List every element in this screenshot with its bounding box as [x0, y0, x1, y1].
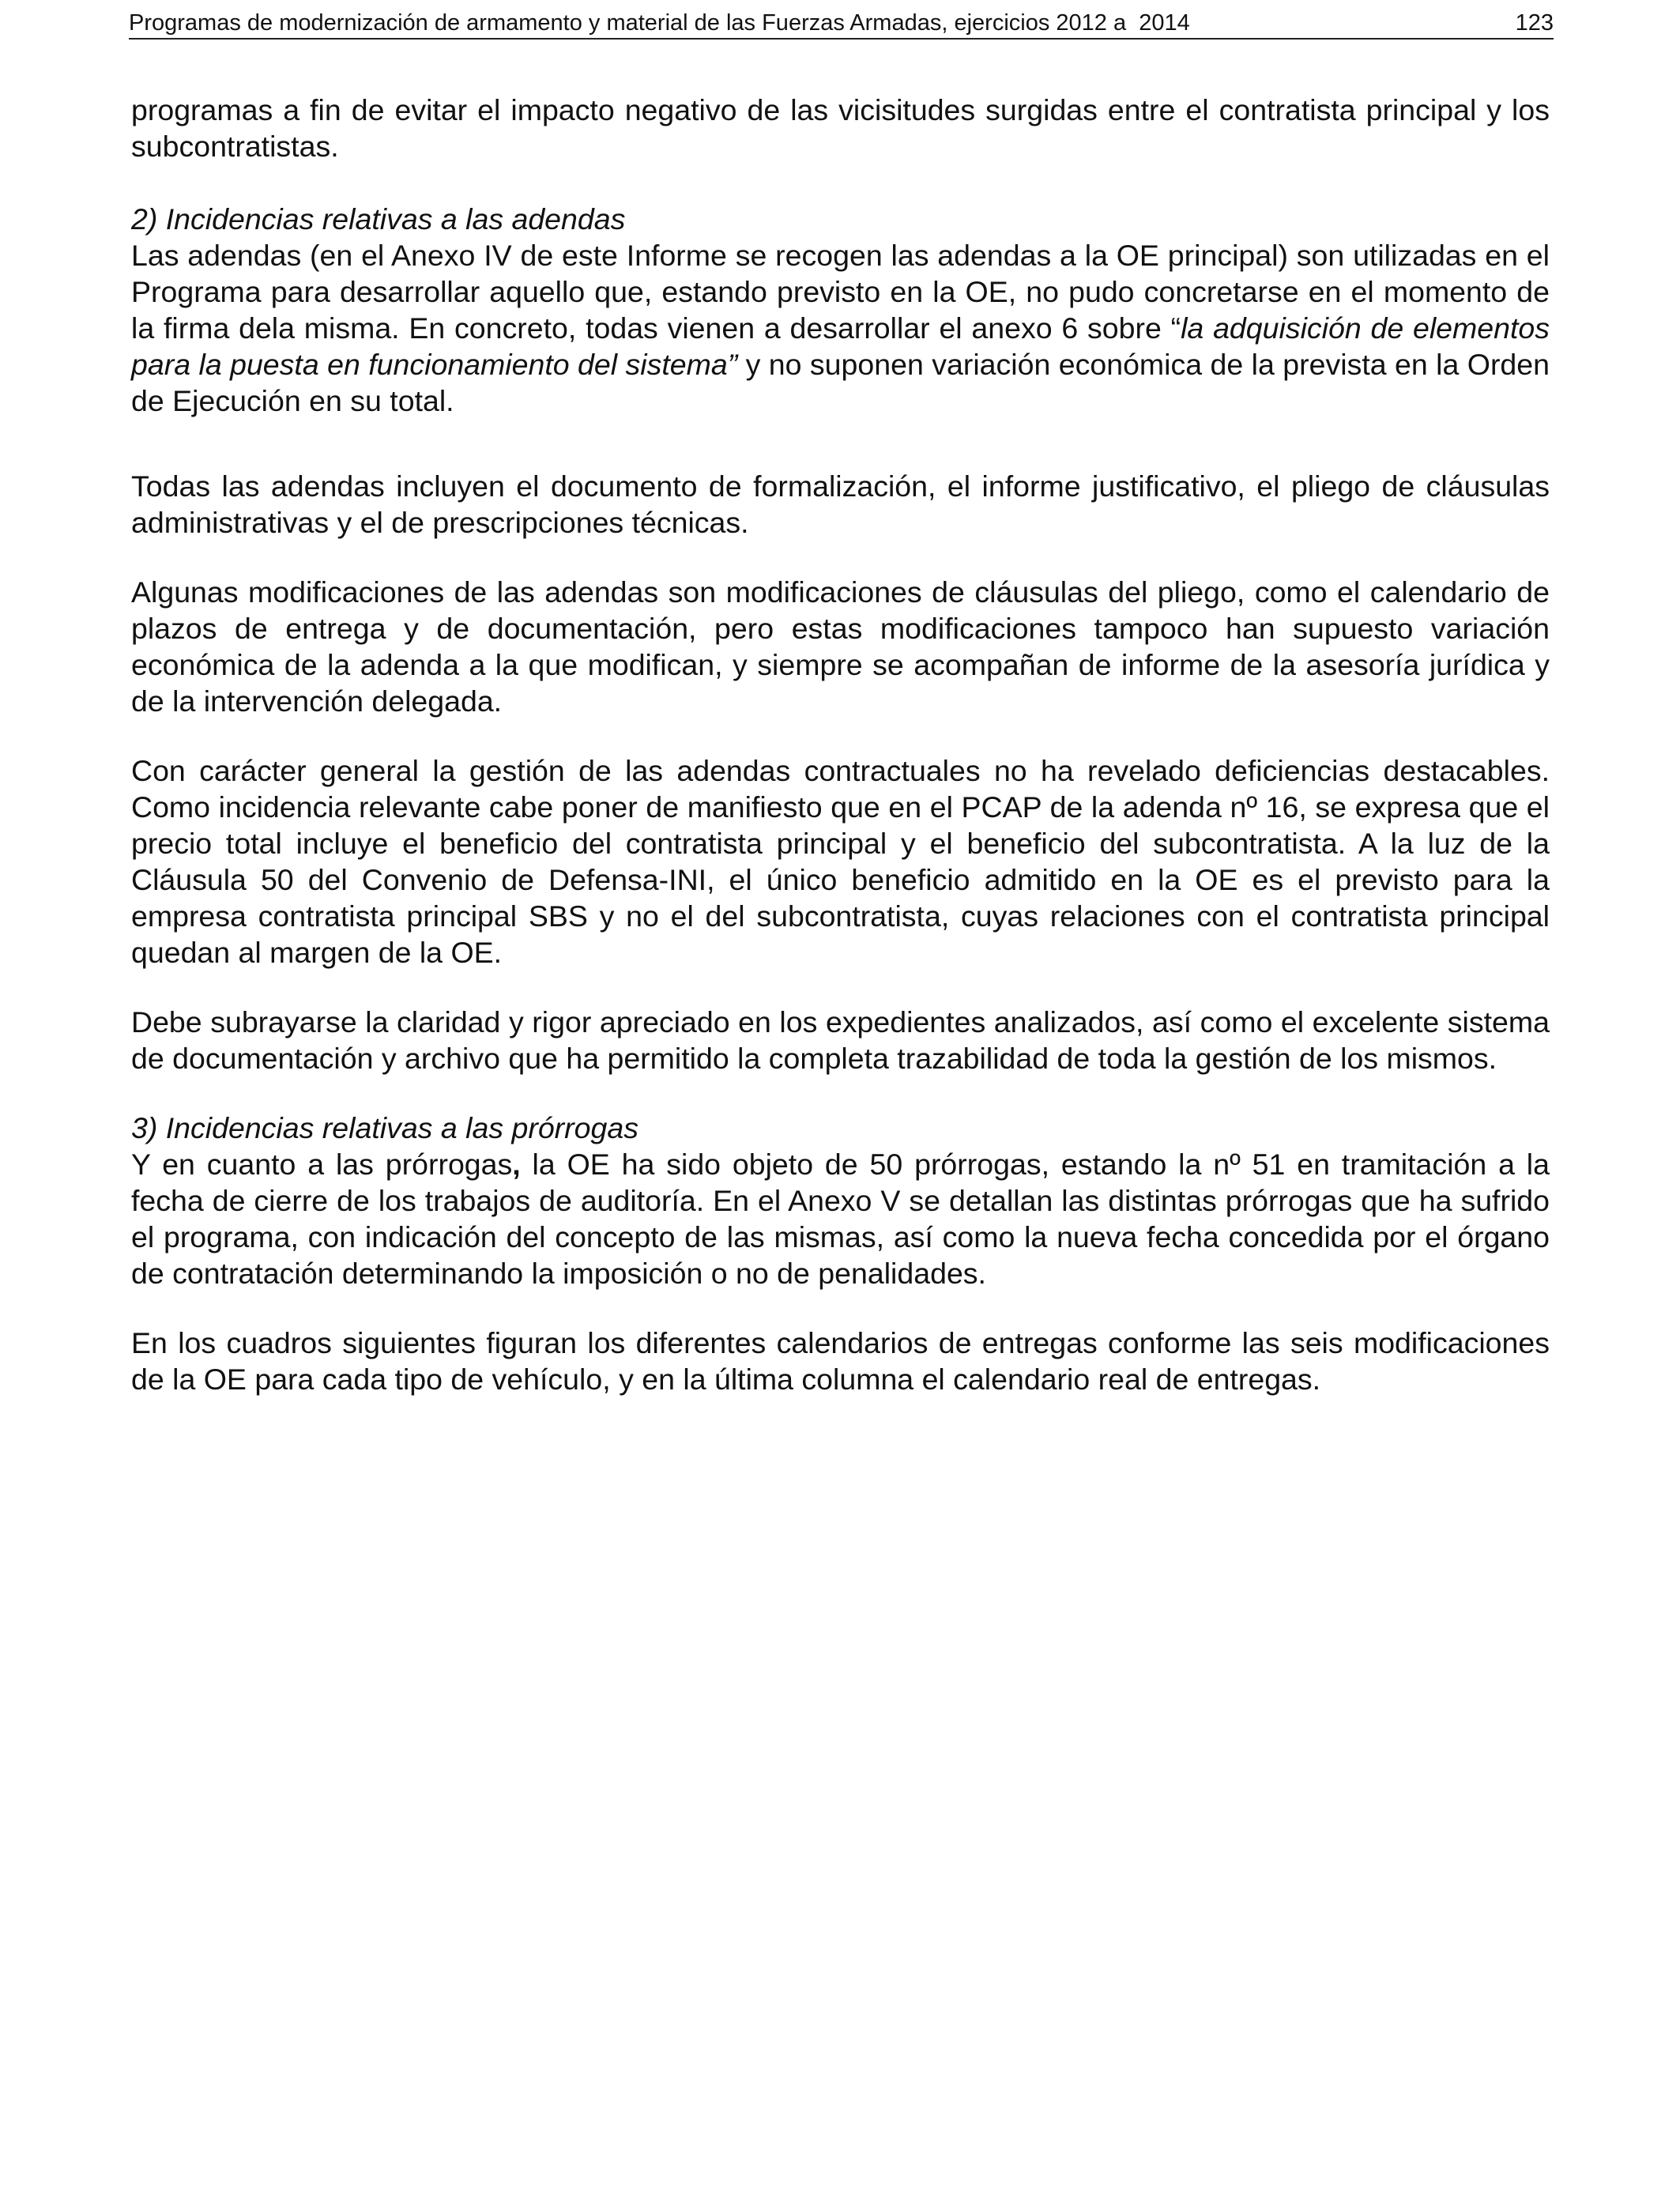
paragraph-adendas-1	[131, 237, 1550, 419]
page-number: 123	[1515, 10, 1554, 36]
paragraph-prorrogas-1-part-a: Y en cuanto a las prórrogas	[131, 1148, 513, 1181]
paragraph-adendas-5: Debe subrayarse la claridad y rigor apreciado en los expedientes analizados, así como el excelente sistema de documentación y archivo que ha permitido la completa trazabilidad de toda la gestión de los mismos.	[131, 1005, 1550, 1075]
running-header	[129, 8, 1554, 40]
paragraph-adendas-1-italic: la adquisición de elementos para la puesta en funcionamiento del sistema”	[131, 311, 1550, 381]
paragraph-adendas-1-part-b: y no suponen variación económica de la prevista en la Orden de Ejecución en su total.	[131, 348, 1550, 417]
paragraph-adendas-3: Algunas modificaciones de las adendas son modificaciones de cláusulas del pliego, como el calendario de plazos de entrega y de documentación, pero estas modificaciones tampoco han supuesto variación económica de la adenda a la que modifican, y siempre se acompañan de informe de la asesoría jurídica y de la intervención delegada.	[131, 575, 1550, 718]
paragraph-prorrogas-1	[131, 1146, 1550, 1291]
paragraph-intro: programas a fin de evitar el impacto negativo de las vicisitudes surgidas entre el contratista principal y los subcontratistas.	[131, 93, 1550, 163]
section-heading-prorrogas: 3) Incidencias relativas a las prórrogas	[131, 1111, 638, 1144]
paragraph-adendas-2: Todas las adendas incluyen el documento de formalización, el informe justificativo, el pliego de cláusulas administrativas y el de prescripciones técnicas.	[131, 469, 1550, 539]
paragraph-prorrogas-2: En los cuadros siguientes figuran los diferentes calendarios de entregas conforme las seis modificaciones de la OE para cada tipo de vehículo, y en la última columna el calendario real de entregas.	[131, 1326, 1550, 1396]
header-title: Programas de modernización de armamento y material de las Fuerzas Armadas, ejercicios 2012 a 2014	[129, 10, 1190, 36]
paragraph-adendas-4: Con carácter general la gestión de las adendas contractuales no ha revelado deficiencias destacables. Como incidencia relevante cabe poner de manifiesto que en el PCAP de la adenda nº 16, se expresa que el precio total incluye el beneficio del contratista principal y el beneficio del subcontratista. A la luz de la Cláusula 50 del Convenio de Defensa-INI, el único beneficio admitido en la OE es el previsto para la empresa contratista principal SBS y no el del subcontratista, cuyas relaciones con el contratista principal quedan al margen de la OE.	[131, 754, 1550, 969]
body-text	[131, 92, 1550, 1397]
paragraph-prorrogas-1-bold: ,	[512, 1148, 521, 1181]
section-heading-adendas: 2) Incidencias relativas a las adendas	[131, 202, 626, 236]
paragraph-adendas-1-part-a: Las adendas (en el Anexo IV de este Informe se recogen las adendas a la OE principal) son utilizadas en el Programa para desarrollar aquello que, estando previsto en la OE, no pudo concretarse en el momento de la firma dela misma. En concreto, todas vienen a desarrollar el anexo 6 sobre “	[131, 239, 1550, 345]
paragraph-prorrogas-1-part-b: la OE ha sido objeto de 50 prórrogas, estando la nº 51 en tramitación a la fecha de cierre de los trabajos de auditoría. En el Anexo V se detallan las distintas prórrogas que ha sufrido el programa, con indicación del concepto de las mismas, así como la nueva fecha concedida por el órgano de contratación determinando la imposición o no de penalidades.	[131, 1148, 1550, 1290]
